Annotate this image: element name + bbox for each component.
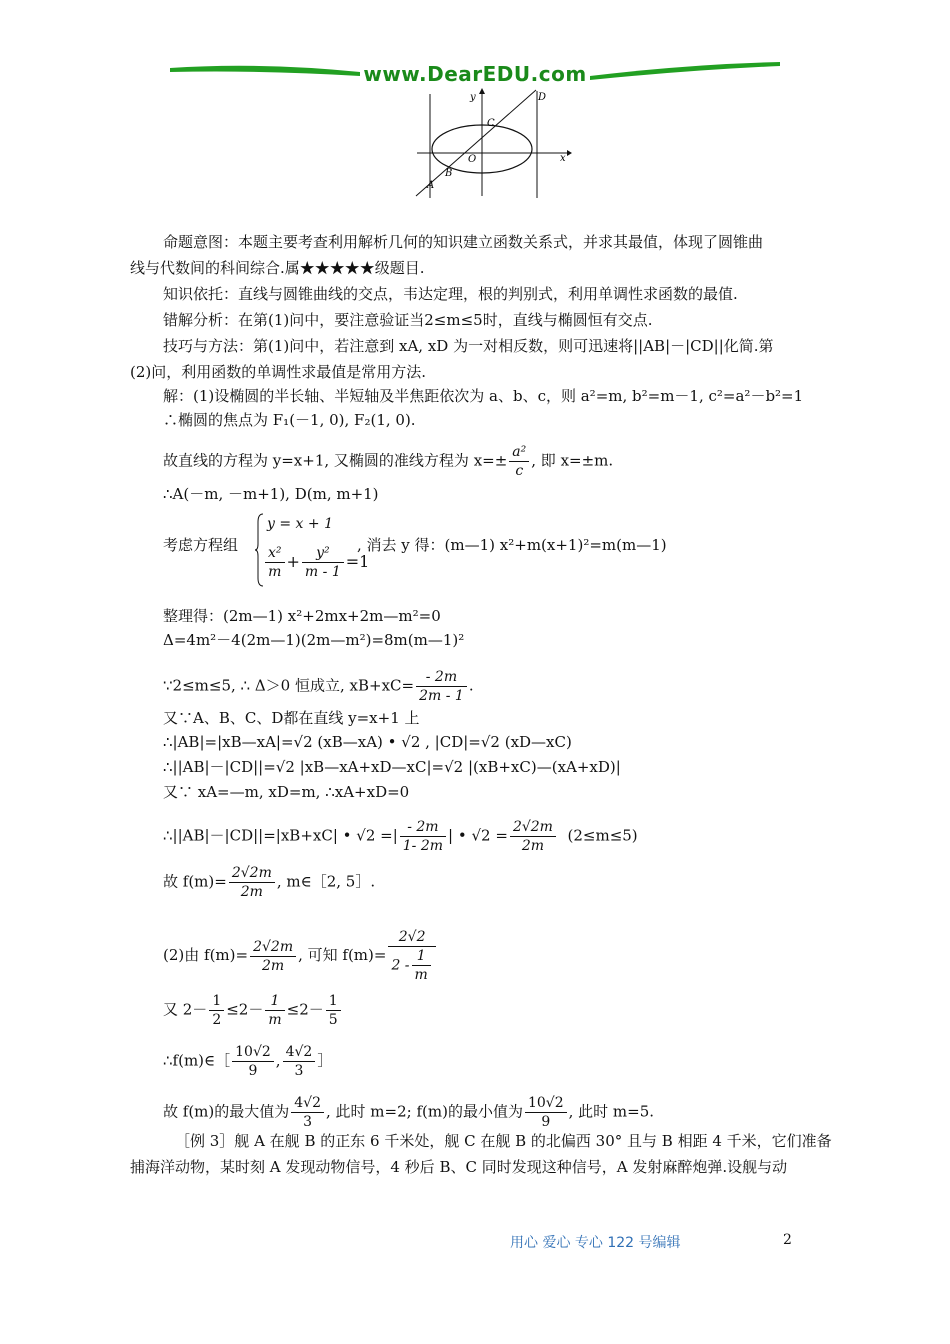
denominator: 9 [248, 1063, 258, 1079]
solution-line-4: ∴A(－m, －m+1), D(m, m+1) [163, 485, 379, 503]
denominator: m [268, 564, 282, 580]
system-result: , 消去 y 得：(m—1) x²+m(x+1)²=m(m—1) [357, 536, 667, 554]
fraction-result [510, 818, 556, 855]
fraction-abs [400, 818, 446, 855]
range-part1: ∴f(m)∈［ [163, 1051, 231, 1070]
ineq-part3: ≤2－ [286, 1000, 324, 1019]
numerator: 10√2 [232, 1043, 274, 1062]
numerator: - 2m [416, 668, 467, 687]
intent-line-1: 命题意图：本题主要考查利用解析几何的知识建立函数关系式，并求其最值，体现了圆锥曲 [163, 233, 764, 251]
numerator: 1 [209, 992, 224, 1011]
fraction-1-over-m [412, 947, 431, 984]
numerator: 10√2 [525, 1094, 567, 1113]
denominator: 5 [328, 1012, 338, 1028]
fraction-min [232, 1043, 274, 1080]
fraction-half [209, 992, 224, 1029]
denominator: 3 [294, 1063, 304, 1079]
label-B: B [445, 168, 453, 179]
knowledge-line: 知识依托：直线与圆锥曲线的交点，韦达定理，根的判别式，利用单调性求函数的最值. [163, 285, 738, 303]
numerator: x² [265, 544, 285, 563]
example3-line-2: 捕海洋动物，某时刻 A 发现动物信号，4 秒后 B、C 同时发现这种信号，A 发射麻醉炮弹.设舰与动 [130, 1158, 788, 1176]
range-comma: , [275, 1051, 281, 1070]
denominator: c [515, 463, 524, 479]
system-label: 考虑方程组 [163, 536, 239, 554]
numerator: a² [509, 443, 529, 462]
numerator: 4√2 [291, 1094, 324, 1113]
numerator: 1 [412, 947, 431, 966]
site-url[interactable]: www.DearEDU.com [363, 62, 587, 86]
ineq-part1: 又 2－ [163, 1000, 208, 1019]
range-close: ］ [317, 1051, 333, 1070]
fraction-f [229, 864, 275, 901]
xa-xd-line: 又∵ xA=—m, xD=m, ∴xA+xD=0 [163, 783, 410, 801]
part2-part2: , 可知 f(m)= [298, 946, 387, 964]
label-x: x [560, 153, 566, 164]
example3-line-1: ［例 3］舰 A 在舰 B 的正东 6 千米处，舰 C 在舰 B 的北偏西 30° 且与 B 相距 4 千米，它们准备 [175, 1132, 832, 1150]
extrema-part3: , 此时 m=5. [568, 1102, 655, 1121]
fraction-y2-over-m-1 [302, 544, 344, 581]
label-D: D [538, 92, 547, 103]
abs-diff-part1: ∴||AB|－|CD||=|xB+xC| • √2 =| [163, 826, 398, 845]
fraction-min-value [525, 1094, 567, 1131]
simplify-line: 整理得：(2m—1) x²+2mx+2m—m²=0 [163, 607, 441, 625]
range-line [163, 1043, 332, 1080]
numerator: 1 [326, 992, 341, 1011]
ineq-part2: ≤2－ [226, 1000, 264, 1019]
fraction-f2 [250, 938, 296, 975]
solution-line-2: ∴椭圆的焦点为 F₁(－1, 0), F₂(1, 0). [163, 411, 416, 429]
intent-line-2: 线与代数间的科间综合.属★★★★★级题目. [130, 259, 425, 277]
fraction-x2-over-m [265, 544, 285, 581]
extrema-part1: 故 f(m)的最大值为 [163, 1102, 290, 1121]
fraction-fifth [326, 992, 341, 1029]
fraction-max-value [291, 1094, 324, 1131]
numerator: 2√2m [229, 864, 275, 883]
error-analysis-line: 错解分析：在第(1)问中，要注意验证当2≤m≤5时，直线与椭圆恒有交点. [163, 311, 653, 329]
fraction-1-over-m [265, 992, 284, 1029]
numerator: 2√2 [388, 928, 435, 947]
denominator: m - 1 [304, 564, 341, 580]
label-O: O [468, 154, 477, 165]
label-A: A [427, 180, 435, 191]
part2-part1: (2)由 f(m)= [163, 946, 249, 964]
extrema-part2: , 此时 m=2; f(m)的最小值为 [326, 1102, 523, 1121]
numerator: y² [302, 544, 344, 563]
fraction-max [283, 1043, 316, 1080]
numerator: - 2m [400, 818, 446, 837]
ellipse-line-diagram [412, 86, 572, 201]
fraction-a2-over-c [509, 443, 529, 480]
equation-1: y = x + 1 [267, 516, 333, 532]
den-prefix: 2 - [391, 957, 410, 974]
denominator: 2m [261, 957, 285, 974]
equals-one: =1 [345, 552, 370, 571]
denominator: 9 [541, 1114, 551, 1130]
collinear-line: 又∵A、B、C、D都在直线 y=x+1 上 [163, 709, 420, 727]
numerator: 2√2m [510, 818, 556, 837]
footer-text: 用心 爱心 专心 122 号编辑 [510, 1235, 681, 1251]
label-y: y [470, 92, 476, 103]
denominator: 2 [212, 1012, 222, 1028]
extrema-line [163, 1094, 654, 1131]
ab-cd-line: ∴|AB|=|xB—xA|=√2 (xB—xA) • √2 , |CD|=√2 (xD—xC) [163, 733, 572, 751]
denominator: 3 [303, 1114, 313, 1130]
technique-line-2: (2)问，利用函数的单调性求最值是常用方法. [130, 363, 427, 381]
f-definition-line [163, 864, 375, 901]
range-note: (2≤m≤5) [567, 826, 638, 845]
denominator [388, 947, 435, 984]
fraction-nested [388, 928, 435, 984]
page-number: 2 [783, 1232, 792, 1248]
solution-line-1: 解：(1)设椭圆的半长轴、半短轴及半焦距依次为 a、b、c，则 a²=m, b²=m－1, c²=a²－b²=1 [163, 387, 804, 405]
equation-2: $\frac{\text{x²}}{m}$ + $\frac{\text{y²}}{m - 1}$ =1 [263, 544, 369, 581]
abs-diff-part2: | • √2 = [448, 826, 508, 845]
denominator: 2m [521, 838, 545, 854]
denominator: m [414, 967, 428, 983]
numerator: 2√2m [250, 938, 296, 957]
abs-diff-line [163, 818, 638, 855]
label-C: C [487, 118, 495, 129]
numerator: 1 [265, 992, 284, 1011]
technique-line-1: 技巧与方法：第(1)问中，若注意到 xA, xD 为一对相反数，则可迅速将||AB|－|CD||化简.第 [163, 337, 774, 355]
denominator: 2m - 1 [419, 688, 464, 704]
f-def-part1: 故 f(m)= [163, 872, 227, 891]
denominator: 1- 2m [402, 838, 444, 854]
numerator: 4√2 [283, 1043, 316, 1062]
f-def-part2: , m∈［2, 5］. [276, 872, 376, 891]
solution-line-3 [163, 443, 613, 480]
denominator: 2m [240, 884, 263, 900]
discriminant-line: Δ=4m²－4(2m—1)(2m—m²)=8m(m—1)² [163, 631, 465, 649]
vieta-part2: . [468, 676, 474, 695]
inequality-line [163, 992, 343, 1029]
fraction-vieta [416, 668, 467, 705]
vieta-line [163, 668, 474, 705]
s3-part1: 故直线的方程为 y=x+1, 又椭圆的准线方程为 x=± [163, 451, 508, 470]
denominator: m [268, 1012, 282, 1028]
s3-part2: , 即 x=±m. [531, 451, 614, 470]
vieta-part1: ∵2≤m≤5, ∴ Δ＞0 恒成立, xB+xC= [163, 676, 415, 695]
part2-line [163, 928, 438, 984]
difference-line: ∴||AB|－|CD||=√2 |xB—xA+xD—xC|=√2 |(xB+xC)—(xA+xD)| [163, 758, 621, 776]
